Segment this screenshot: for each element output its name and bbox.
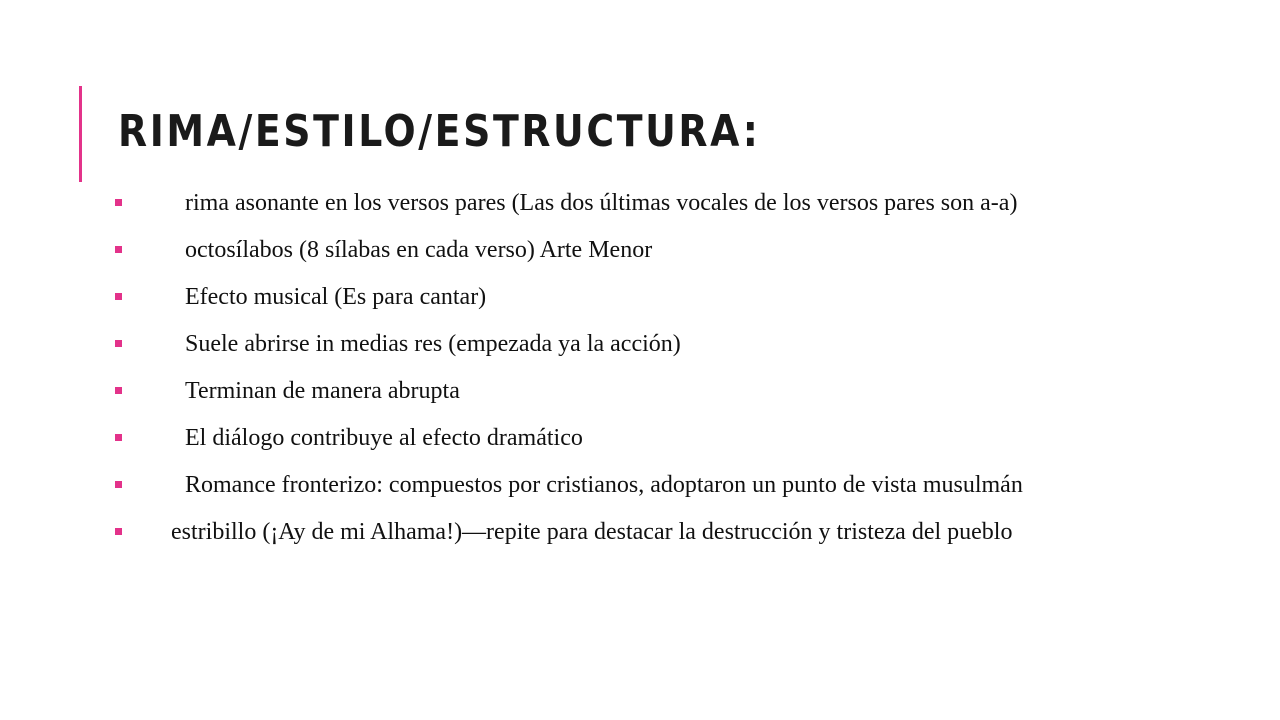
slide-title: RIMA/ESTILO/ESTRUCTURA: (118, 106, 761, 157)
square-bullet-icon (115, 387, 122, 394)
list-item (118, 284, 1138, 310)
square-bullet-icon (115, 528, 122, 535)
bullet-text: octosílabos (8 sílabas en cada verso) Arte Menor (185, 237, 653, 263)
square-bullet-icon (115, 481, 122, 488)
bullet-text: Suele abrirse in medias res (empezada ya la acción) (185, 331, 681, 357)
bullet-text: rima asonante en los versos pares (Las dos últimas vocales de los versos pares son a-a) (185, 190, 1018, 216)
bullet-text: Terminan de manera abrupta (185, 378, 460, 404)
list-item (118, 378, 1138, 404)
square-bullet-icon (115, 293, 122, 300)
bullet-text: Romance fronterizo: compuestos por cristianos, adoptaron un punto de vista musulmán (185, 472, 1023, 498)
bullet-text: estribillo (¡Ay de mi Alhama!)—repite para destacar la destrucción y tristeza del pueblo (171, 519, 1013, 545)
list-item (118, 472, 1138, 498)
list-item (118, 190, 1138, 216)
square-bullet-icon (115, 199, 122, 206)
square-bullet-icon (115, 246, 122, 253)
list-item (118, 519, 1138, 545)
bullet-text: El diálogo contribuye al efecto dramático (185, 425, 583, 451)
square-bullet-icon (115, 340, 122, 347)
list-item (118, 331, 1138, 357)
title-accent-bar (79, 86, 82, 182)
bullet-text: Efecto musical (Es para cantar) (185, 284, 487, 310)
list-item (118, 425, 1138, 451)
bullet-list (118, 190, 1138, 566)
square-bullet-icon (115, 434, 122, 441)
list-item (118, 237, 1138, 263)
